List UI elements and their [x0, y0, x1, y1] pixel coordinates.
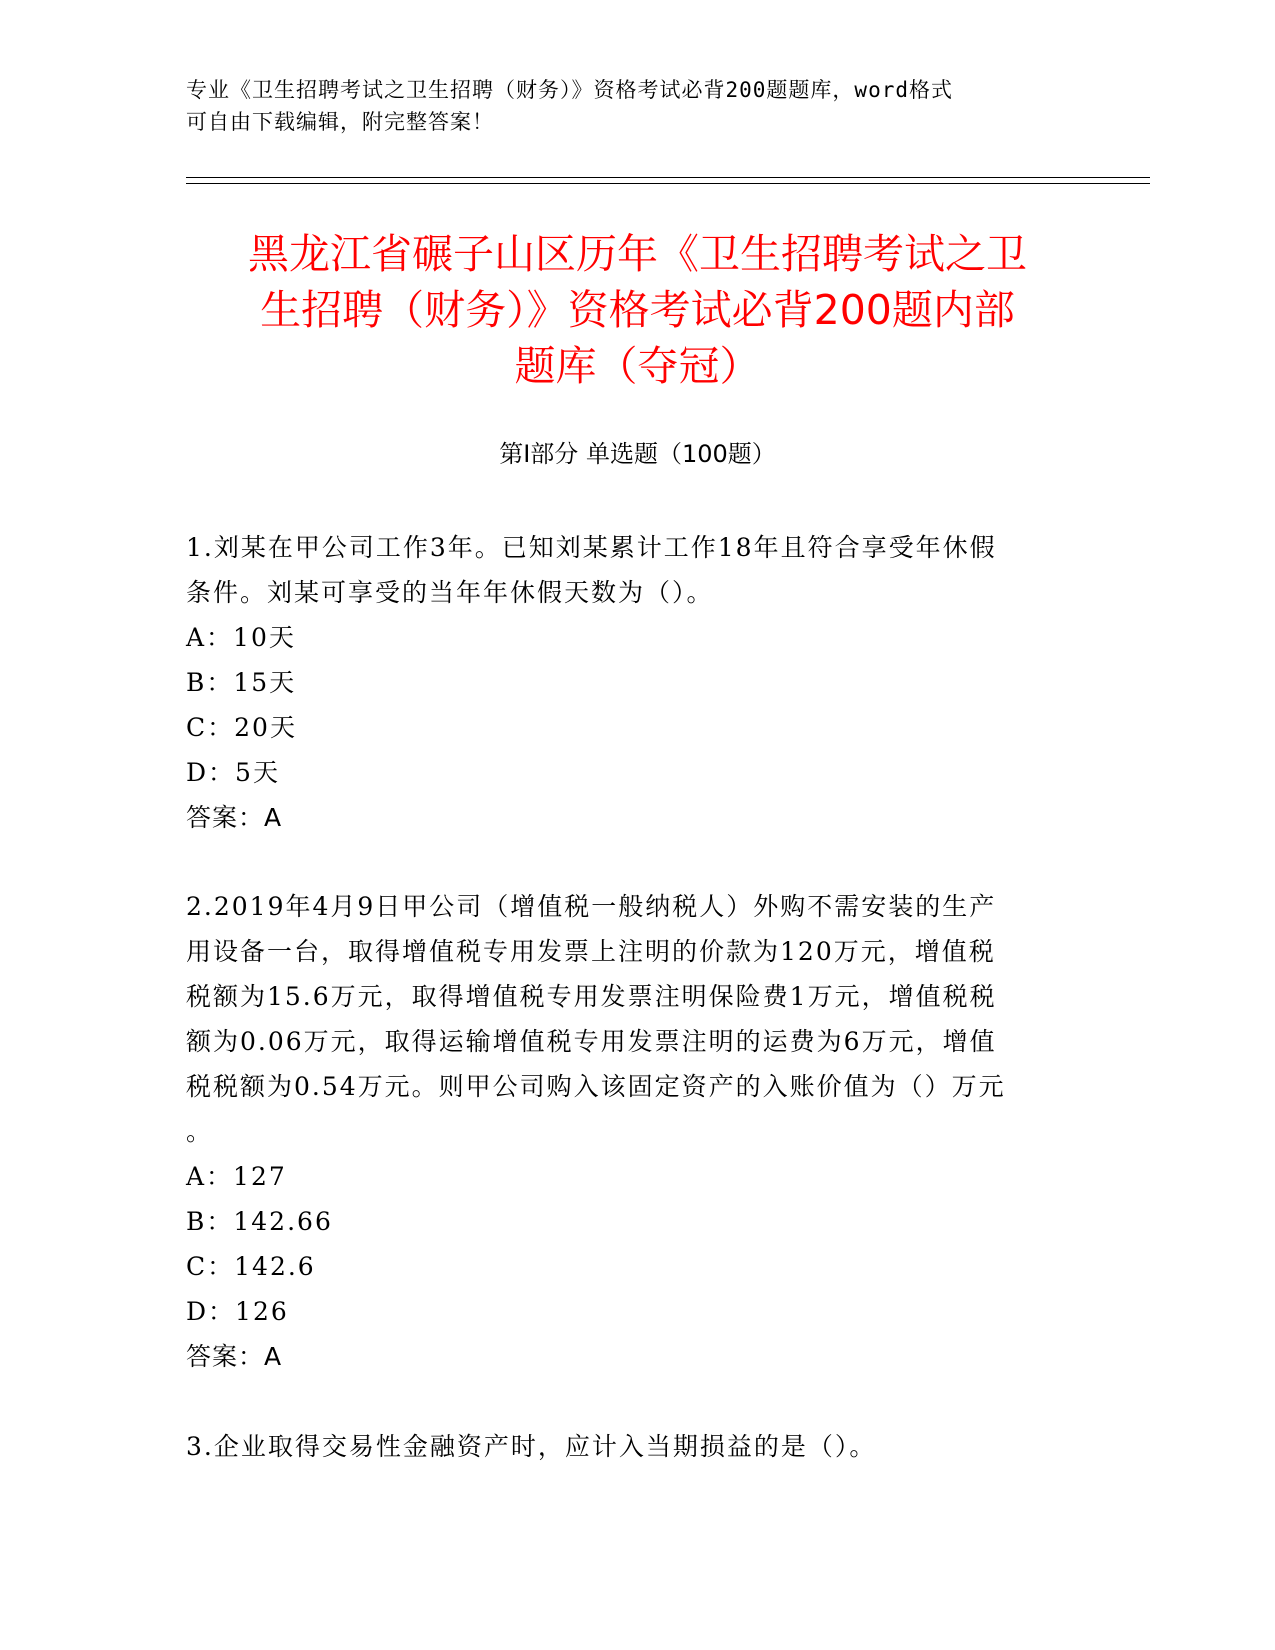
question-stem-line: 税税额为0.54万元。则甲公司购入该固定资产的入账价值为（）万元 — [186, 1072, 1006, 1101]
title-line-1: 黑龙江省碾子山区历年《卫生招聘考试之卫 — [248, 230, 1027, 278]
header-line-2: 可自由下载编辑，附完整答案！ — [186, 110, 494, 134]
header-divider-top — [186, 177, 1150, 178]
question-stem-line: 3.企业取得交易性金融资产时，应计入当期损益的是（）。 — [186, 1432, 877, 1461]
option-d: D：5天 — [186, 758, 280, 787]
question-2 — [186, 884, 1066, 1379]
option-a: A：127 — [186, 1162, 287, 1191]
option-b: B：15天 — [186, 668, 297, 697]
question-stem-line: 额为0.06万元，取得运输增值税专用发票注明的运费为6万元，增值 — [186, 1027, 997, 1056]
option-b: B：142.66 — [186, 1207, 333, 1236]
header-line-1: 专业《卫生招聘考试之卫生招聘（财务）》资格考试必背200题题库，word格式 — [186, 78, 953, 102]
question-stem-line: 2.2019年4月9日甲公司（增值税一般纳税人）外购不需安装的生产 — [186, 892, 997, 921]
document-header — [186, 74, 1066, 138]
question-stem-line: 税额为15.6万元，取得增值税专用发票注明保险费1万元，增值税税 — [186, 982, 997, 1011]
answer: 答案：A — [186, 803, 283, 832]
section-heading: 第Ⅰ部分 单选题（100题） — [499, 440, 776, 468]
question-stem-line: 1.刘某在甲公司工作3年。已知刘某累计工作18年且符合享受年休假 — [186, 533, 997, 562]
question-3 — [186, 1424, 1066, 1469]
option-c: C：142.6 — [186, 1252, 316, 1281]
header-divider-bottom — [186, 183, 1150, 184]
answer: 答案：A — [186, 1342, 283, 1371]
document-title — [150, 226, 1125, 394]
option-c: C：20天 — [186, 713, 297, 742]
option-a: A：10天 — [186, 623, 296, 652]
question-1 — [186, 525, 1066, 840]
title-line-3: 题库（夺冠） — [514, 342, 761, 390]
question-stem-line: 用设备一台，取得增值税专用发票上注明的价款为120万元，增值税 — [186, 937, 996, 966]
title-line-2: 生招聘（财务）》资格考试必背200题内部 — [260, 286, 1015, 334]
question-stem-line: 条件。刘某可享受的当年年休假天数为（）。 — [186, 578, 714, 607]
question-stem-line: 。 — [186, 1117, 214, 1146]
option-d: D：126 — [186, 1297, 289, 1326]
